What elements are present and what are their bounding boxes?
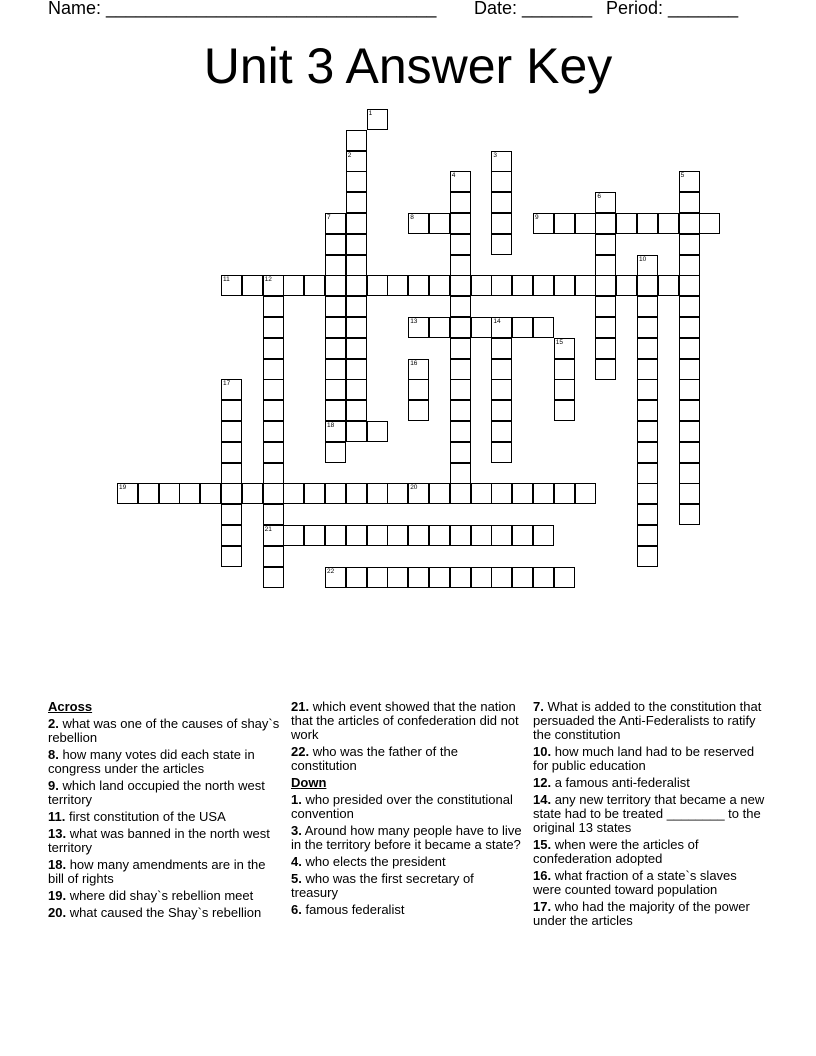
clue-item-text: who elects the president [301,854,446,869]
grid-cell[interactable] [637,296,658,317]
grid-cell[interactable] [325,338,346,359]
grid-cell[interactable] [679,192,700,213]
clue-number: 8 [410,214,414,221]
grid-cell[interactable] [450,421,471,442]
grid-cell[interactable] [263,296,284,317]
grid-cell[interactable] [387,483,408,504]
clue-item-number: 11. [48,809,66,824]
clue-item [48,889,280,903]
clue-item-text: What is added to the constitution that persuaded the Anti-Federalists to ratify the constitution [533,699,762,742]
grid-cell[interactable] [679,296,700,317]
grid-cell[interactable] [346,317,367,338]
grid-cell[interactable] [450,442,471,463]
grid-cell[interactable] [325,359,346,380]
grid-cell[interactable] [471,275,492,296]
grid-cell[interactable] [387,567,408,588]
clue-item-text: who was the first secretary of treasury [291,871,474,900]
grid-cell[interactable] [221,442,242,463]
grid-cell[interactable] [367,483,388,504]
clue-item-number: 12. [533,775,552,790]
grid-cell[interactable] [679,400,700,421]
grid-cell[interactable] [491,525,512,546]
across-clues [48,717,280,920]
clue-number: 6 [597,193,602,201]
clue-item [48,810,280,824]
clue-item [533,700,765,742]
clue-number: 1 [368,110,373,117]
clue-item-number: 7. [533,699,544,714]
grid-cell[interactable] [699,213,720,234]
grid-cell[interactable] [595,213,616,234]
grid-cell[interactable] [637,504,658,525]
grid-cell[interactable] [679,359,700,380]
grid-cell[interactable] [450,296,471,317]
clue-item-text: any new territory that became a new state had to be treated ________ to the original 13 states [533,792,765,835]
grid-cell[interactable] [575,275,596,296]
grid-cell[interactable] [367,275,388,296]
grid-cell[interactable] [408,400,429,421]
grid-cell[interactable] [491,192,512,213]
clue-item-number: 5. [291,871,302,886]
across-heading: Across [48,699,93,714]
grid-cell[interactable] [491,567,512,588]
clue-item-number: 3. [291,823,302,838]
grid-cell[interactable] [471,317,492,338]
grid-cell[interactable] [263,317,284,338]
grid-cell[interactable] [512,317,533,338]
grid-cell[interactable] [346,213,367,234]
grid-cell[interactable] [346,525,367,546]
grid-cell[interactable] [325,296,346,317]
down-clues-continued [533,700,765,928]
clue-number: 22 [327,567,335,575]
grid-cell[interactable] [595,234,616,255]
period-field[interactable]: Period: _______ [606,0,739,18]
clue-column-3 [533,700,765,931]
grid-cell[interactable] [325,483,346,504]
grid-cell[interactable] [221,463,242,484]
clue-item [291,700,523,742]
grid-cell[interactable] [408,275,429,296]
clue-number: 19 [119,484,127,492]
clue-item-number: 2. [48,716,59,731]
grid-cell[interactable] [533,567,554,588]
grid-cell[interactable] [263,421,284,442]
clue-item-number: 4. [291,854,302,869]
grid-cell[interactable] [263,442,284,463]
grid-cell[interactable] [429,525,450,546]
grid-cell[interactable] [450,338,471,359]
clue-item [48,779,280,807]
grid-cell[interactable] [242,483,263,504]
down-clues [291,793,523,917]
grid-cell[interactable] [283,275,304,296]
grid-cell[interactable] [138,483,159,504]
clue-number: 21 [264,526,272,533]
grid-cell[interactable] [575,213,596,234]
grid-cell[interactable] [263,546,284,567]
clue-number: 11 [223,276,230,284]
clue-number: 17 [223,380,231,388]
clue-item-text: how many amendments are in the bill of rights [48,857,266,886]
clue-item [533,900,765,928]
clue-number: 16 [410,359,418,367]
clue-item-text: which land occupied the north west territory [48,778,265,807]
grid-cell[interactable] [471,567,492,588]
grid-cell[interactable] [304,483,325,504]
clue-item-number: 20. [48,905,67,920]
clue-number: 12 [264,276,272,284]
grid-cell[interactable] [679,255,700,276]
grid-cell[interactable] [512,525,533,546]
grid-cell[interactable] [367,567,388,588]
clue-item-text: when were the articles of confederation adopted [533,837,699,866]
grid-cell[interactable] [325,234,346,255]
grid-cell[interactable] [679,317,700,338]
clue-item-number: 8. [48,747,59,762]
grid-cell[interactable] [554,400,575,421]
grid-cell[interactable] [491,171,512,192]
grid-cell[interactable] [450,400,471,421]
clue-item [533,793,765,835]
grid-cell[interactable] [637,483,658,504]
grid-cell[interactable] [491,234,512,255]
grid-cell[interactable] [429,483,450,504]
grid-cell[interactable] [242,275,263,296]
grid-cell[interactable] [637,275,658,296]
clue-item-number: 16. [533,868,552,883]
grid-cell[interactable] [221,400,242,421]
grid-cell[interactable] [491,213,512,234]
clue-item [291,855,523,869]
clue-item [533,776,765,790]
grid-cell[interactable] [637,546,658,567]
grid-cell[interactable] [283,483,304,504]
grid-cell[interactable] [304,275,325,296]
clue-column-1 [48,700,280,923]
clue-item [48,906,280,920]
grid-cell[interactable] [221,504,242,525]
grid-cell[interactable] [679,234,700,255]
clue-item-text: Around how many people have to live in the territory before it became a state? [291,823,522,852]
clue-item-text: what caused the Shay`s rebellion [66,905,262,920]
grid-cell[interactable] [491,275,512,296]
grid-cell[interactable] [325,400,346,421]
grid-cell[interactable] [533,483,554,504]
grid-cell[interactable] [346,338,367,359]
grid-cell[interactable] [679,213,700,234]
grid-cell[interactable] [554,213,575,234]
grid-cell[interactable] [346,234,367,255]
clue-item [48,827,280,855]
grid-cell[interactable] [387,525,408,546]
grid-cell[interactable] [679,275,700,296]
grid-cell[interactable] [637,463,658,484]
grid-cell[interactable] [450,213,471,234]
grid-cell[interactable] [429,567,450,588]
grid-cell[interactable] [491,338,512,359]
grid-cell[interactable] [429,317,450,338]
clue-item-text: how much land had to be reserved for public education [533,744,755,773]
clue-item-text: what was banned in the north west territory [48,826,270,855]
grid-cell[interactable] [179,483,200,504]
clue-item-text: what was one of the causes of shay`s rebellion [48,716,280,745]
grid-cell[interactable] [450,483,471,504]
grid-cell[interactable] [159,483,180,504]
grid-cell[interactable] [367,421,388,442]
grid-cell[interactable] [533,317,554,338]
grid-cell[interactable] [283,525,304,546]
grid-cell[interactable] [325,442,346,463]
grid-cell[interactable] [346,171,367,192]
page-title: Unit 3 Answer Key [203,38,613,94]
grid-cell[interactable] [221,546,242,567]
grid-cell[interactable] [304,525,325,546]
clue-item-number: 21. [291,699,310,714]
clue-item [533,838,765,866]
clue-number: 7 [327,214,331,221]
grid-cell[interactable] [637,421,658,442]
grid-cell[interactable] [450,379,471,400]
grid-cell[interactable] [554,567,575,588]
grid-cell[interactable] [325,525,346,546]
clue-item-text: famous federalist [301,902,405,917]
clue-item-number: 10. [533,744,552,759]
grid-cell[interactable] [512,483,533,504]
grid-cell[interactable] [263,400,284,421]
clue-number: 5 [680,172,685,180]
grid-cell[interactable] [533,525,554,546]
grid-cell[interactable] [491,359,512,380]
grid-cell[interactable] [263,567,284,588]
grid-cell[interactable] [491,400,512,421]
grid-cell[interactable] [221,525,242,546]
clue-item-number: 22. [291,744,310,759]
grid-cell[interactable] [408,379,429,400]
clue-item-text: who had the majority of the power under the articles [533,899,750,928]
grid-cell[interactable] [491,483,512,504]
grid-cell[interactable] [471,525,492,546]
grid-cell[interactable] [450,275,471,296]
grid-cell[interactable] [679,338,700,359]
grid-cell[interactable] [263,338,284,359]
grid-cell[interactable] [491,442,512,463]
grid-cell[interactable] [221,483,242,504]
grid-cell[interactable] [595,317,616,338]
grid-cell[interactable] [637,400,658,421]
grid-cell[interactable] [346,255,367,276]
grid-cell[interactable] [346,359,367,380]
grid-cell[interactable] [616,275,637,296]
grid-cell[interactable] [637,338,658,359]
grid-cell[interactable] [595,255,616,276]
grid-cell[interactable] [263,504,284,525]
grid-cell[interactable] [491,379,512,400]
grid-cell[interactable] [679,504,700,525]
grid-cell[interactable] [554,483,575,504]
clue-number: 20 [410,484,418,492]
grid-cell[interactable] [512,567,533,588]
clue-number: 13 [410,318,418,325]
clue-item-number: 19. [48,888,67,903]
grid-cell[interactable] [658,275,679,296]
grid-cell[interactable] [346,483,367,504]
grid-cell[interactable] [491,421,512,442]
grid-cell[interactable] [346,296,367,317]
grid-cell[interactable] [637,379,658,400]
grid-cell[interactable] [263,463,284,484]
grid-cell[interactable] [595,359,616,380]
grid-cell[interactable] [325,275,346,296]
grid-cell[interactable] [679,483,700,504]
clue-item-text: who was the father of the constitution [291,744,458,773]
clue-item-number: 9. [48,778,59,793]
grid-cell[interactable] [658,213,679,234]
grid-cell[interactable] [554,359,575,380]
clue-item-text: who presided over the constitutional convention [291,792,513,821]
clue-item [48,748,280,776]
grid-cell[interactable] [325,317,346,338]
clue-number: 2 [347,151,352,159]
grid-cell[interactable] [450,192,471,213]
clue-item-text: how many votes did each state in congress under the articles [48,747,255,776]
date-field[interactable]: Date: _______ [474,0,593,18]
grid-cell[interactable] [450,463,471,484]
clue-item-number: 1. [291,792,302,807]
grid-cell[interactable] [637,317,658,338]
grid-cell[interactable] [554,379,575,400]
clue-item [291,872,523,900]
clue-item [291,793,523,821]
clue-item-number: 15. [533,837,552,852]
grid-cell[interactable] [679,463,700,484]
clue-number: 3 [493,151,498,159]
clue-number: 9 [535,214,539,221]
across-clues-continued [291,700,523,773]
grid-cell[interactable] [200,483,221,504]
grid-cell[interactable] [554,275,575,296]
grid-cell[interactable] [346,400,367,421]
grid-cell[interactable] [429,213,450,234]
grid-cell[interactable] [450,359,471,380]
grid-cell[interactable] [450,567,471,588]
clue-number: 4 [451,172,456,180]
grid-cell[interactable] [263,359,284,380]
clue-item [291,824,523,852]
clue-number: 18 [327,422,335,429]
grid-cell[interactable] [263,483,284,504]
clue-column-2 [291,700,523,920]
grid-cell[interactable] [450,317,471,338]
grid-cell[interactable] [387,275,408,296]
grid-cell[interactable] [679,442,700,463]
grid-cell[interactable] [595,338,616,359]
grid-cell[interactable] [429,275,450,296]
grid-cell[interactable] [263,379,284,400]
grid-cell[interactable] [679,379,700,400]
grid-cell[interactable] [408,567,429,588]
grid-cell[interactable] [346,130,367,151]
grid-cell[interactable] [325,255,346,276]
grid-cell[interactable] [471,483,492,504]
grid-cell[interactable] [367,525,388,546]
clue-item-number: 18. [48,857,67,872]
grid-cell[interactable] [450,525,471,546]
grid-cell[interactable] [637,213,658,234]
grid-cell[interactable] [346,275,367,296]
clue-item [291,745,523,773]
grid-cell[interactable] [637,525,658,546]
grid-cell[interactable] [595,296,616,317]
grid-cell[interactable] [346,567,367,588]
grid-cell[interactable] [408,525,429,546]
grid-cell[interactable] [637,359,658,380]
grid-cell[interactable] [221,421,242,442]
name-field[interactable]: Name: _________________________________ [48,0,437,18]
clue-item-text: which event showed that the nation that the articles of confederation did not work [291,699,519,742]
clue-number: 15 [555,338,564,346]
down-heading: Down [291,775,327,790]
clue-item-number: 14. [533,792,552,807]
clue-item [533,745,765,773]
clue-item [533,869,765,897]
grid-cell[interactable] [512,275,533,296]
grid-cell[interactable] [533,275,554,296]
grid-cell[interactable] [637,442,658,463]
grid-cell[interactable] [679,421,700,442]
clue-item-text: where did shay`s rebellion meet [66,888,254,903]
grid-cell[interactable] [346,421,367,442]
clue-item [48,858,280,886]
clue-item-number: 6. [291,902,302,917]
clue-item-number: 13. [48,826,67,841]
clue-item-text: what fraction of a state`s slaves were counted toward population [533,868,737,897]
grid-cell[interactable] [575,483,596,504]
grid-cell[interactable] [450,255,471,276]
clue-number: 14 [493,318,501,325]
grid-cell[interactable] [616,213,637,234]
clue-item-text: a famous anti-federalist [551,775,690,790]
grid-cell[interactable] [346,192,367,213]
grid-cell[interactable] [346,379,367,400]
clue-item-number: 17. [533,899,552,914]
clue-item-text: first constitution of the USA [65,809,226,824]
grid-cell[interactable] [325,379,346,400]
clue-number: 10 [639,255,647,263]
grid-cell[interactable] [595,275,616,296]
clue-item [291,903,523,917]
clue-item [48,717,280,745]
grid-cell[interactable] [450,234,471,255]
